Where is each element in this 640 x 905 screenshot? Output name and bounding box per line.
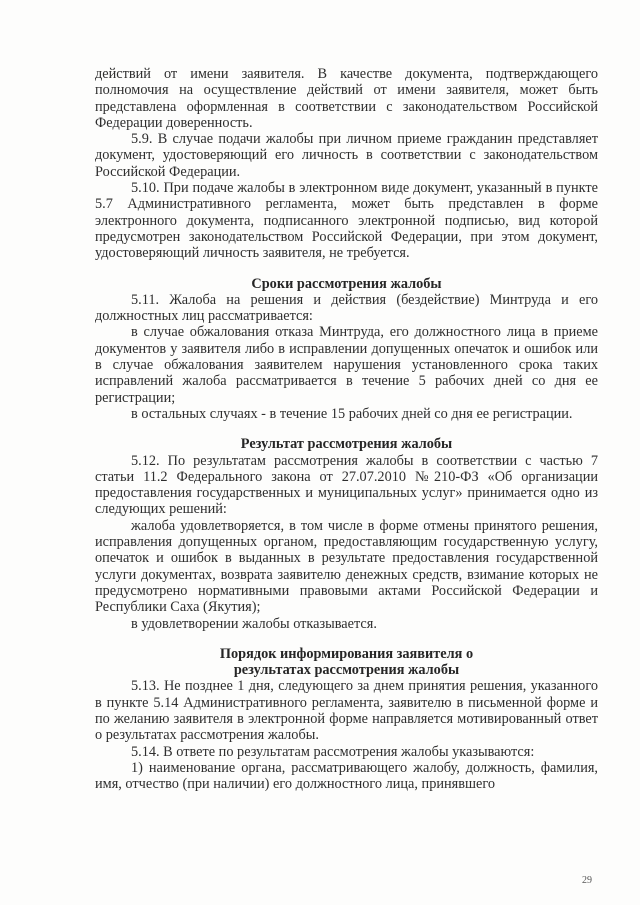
paragraph-5-12-a: жалоба удовлетворяется, в том числе в форме отмены принятого решения, исправления допущенных органом, предоставляющим государственную услугу, опечаток и ошибок в выданных в результате предоставления государственной услуги документах, возврата заявителю денежных средств, взимание которых не предусмотрено нормативными правовыми актами Российской Федерации и Республики Саха (Якутия); — [95, 517, 598, 616]
section-heading-informing-line2: результатах рассмотрения жалобы — [233, 662, 460, 679]
document-body — [95, 66, 598, 792]
spacer — [95, 422, 598, 436]
section-heading-result: Результат рассмотрения жалобы — [240, 436, 453, 453]
section-heading-informing-line1: Порядок информирования заявителя о — [219, 645, 474, 662]
paragraph-5-10: 5.10. При подаче жалобы в электронном виде документ, указанный в пункте 5.7 Административного регламента, может быть представлен в форме электронного документа, подписанного электронной подписью, вид которой предусмотрен законодательством Российской Федерации, при этом документ, удостоверяющий личность заявителя, не требуется. — [95, 180, 598, 262]
spacer — [95, 632, 598, 646]
paragraph-5-14-1: 1) наименование органа, рассматривающего жалобу, должность, фамилия, имя, отчество (при наличии) его должностного лица, принявшего — [95, 759, 598, 793]
paragraph: действий от имени заявителя. В качестве документа, подтверждающего полномочия на осуществление действий от имени заявителя, может быть представлена оформленная в соответствии с законодательством Российской Федерации доверенность. — [95, 66, 598, 131]
paragraph-5-11-a: в случае обжалования отказа Минтруда, его должностного лица в приеме документов у заявителя либо в исправлении допущенных опечаток и ошибок или в случае обжалования заявителем нарушения установленного срока таких исправлений жалоба рассматривается в течение 5 рабочих дней со дня ее регистрации; — [95, 324, 598, 406]
paragraph-5-11: 5.11. Жалоба на решения и действия (бездействие) Минтруда и его должностных лиц рассматривается: — [95, 291, 598, 325]
paragraph-5-9: 5.9. В случае подачи жалобы при личном приеме гражданин представляет документ, удостоверяющий его личность в соответствии с законодательством Российской Федерации. — [95, 131, 598, 180]
paragraph-5-12-b: в удовлетворении жалобы отказывается. — [131, 615, 377, 632]
paragraph-5-13: 5.13. Не позднее 1 дня, следующего за днем принятия решения, указанного в пункте 5.14 Административного регламента, заявителю в письменной форме и по желанию заявителя в электронной форме направляется мотивированный ответ о результатах рассмотрения жалобы. — [95, 678, 598, 744]
paragraph-5-11-b: в остальных случаях - в течение 15 рабочих дней со дня ее регистрации. — [131, 405, 573, 422]
section-heading-terms: Сроки рассмотрения жалобы — [251, 275, 442, 292]
spacer — [95, 262, 598, 276]
paragraph-5-12: 5.12. По результатам рассмотрения жалобы в соответствии с частью 7 статьи 11.2 Федерального закона от 27.07.2010 №210-ФЗ «Об организации предоставления государственных и муниципальных услуг» принимается одно из следующих решений: — [95, 452, 598, 518]
page-number: 29 — [582, 875, 592, 886]
paragraph-5-14: 5.14. В ответе по результатам рассмотрения жалобы указываются: — [131, 743, 535, 760]
